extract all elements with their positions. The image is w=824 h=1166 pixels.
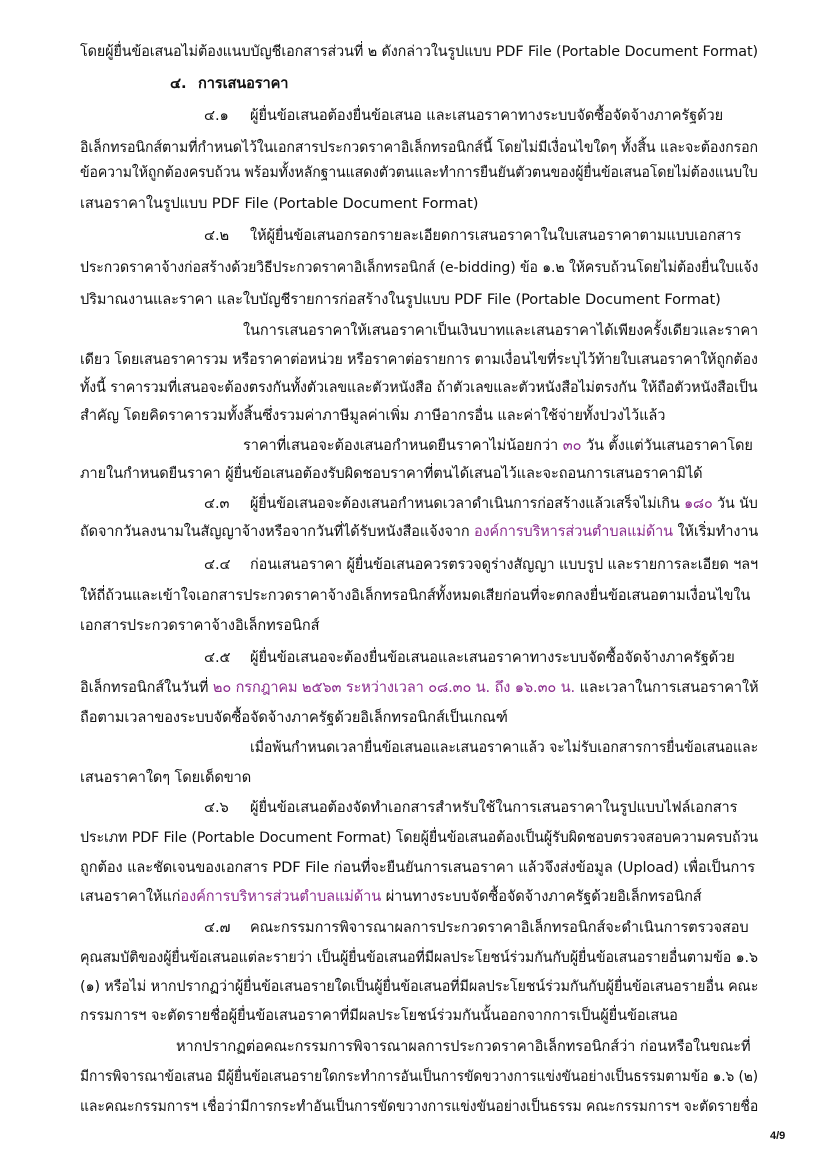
text-line: เสนอราคาใดๆ โดยเด็ดขาด bbox=[80, 769, 252, 786]
text-line: (๑) หรือไม่ หากปรากฏว่าผู้ยื่นข้อเสนอรายใดเป็นผู้ยื่นข้อเสนอที่มีผลประโยชน์ร่วมกันกับผู้ยื่นข้อเสนอรายอื่น คณะ bbox=[80, 978, 759, 995]
text-segment: เสนอราคาให้แก่ bbox=[80, 888, 181, 905]
text-line: ข้อความให้ถูกต้องครบถ้วน พร้อมทั้งหลักฐานแสดงตัวตนและทำการยืนยันตัวตนของผู้ยื่นข้อเสนอโดยไม่ต้องแนบใบ bbox=[80, 164, 758, 181]
text-segment: ถัดจากวันลงนามในสัญญาจ้างหรือจากวันที่ได้รับหนังสือแจ้งจาก bbox=[80, 523, 470, 540]
text-line: หากปรากฏต่อคณะกรรมการพิจารณาผลการประกวดราคาอิเล็กทรอนิกส์ว่า ก่อนหรือในขณะที่ bbox=[176, 1038, 751, 1055]
text-segment: ผ่านทางระบบจัดซื้อจัดจ้างภาครัฐด้วยอิเล็กทรอนิกส์ bbox=[385, 888, 702, 905]
text-line: เอกสารประกวดราคาจ้างอิเล็กทรอนิกส์ bbox=[80, 617, 320, 634]
clause-number: ๔.๑ bbox=[204, 107, 229, 124]
text-line: มีการพิจารณาข้อเสนอ มีผู้ยื่นข้อเสนอรายใดกระทำการอันเป็นการขัดขวางการแข่งขันอย่างเป็นธรรมตามข้อ ๑.๖ (๒) bbox=[80, 1068, 759, 1085]
text-line: ผู้ยื่นข้อเสนอต้องจัดทำเอกสารสำหรับใช้ในการเสนอราคาในรูปแบบไฟล์เอกสาร bbox=[250, 799, 738, 816]
organization-name: องค์การบริหารส่วนตำบลแม่ด้าน bbox=[474, 523, 673, 540]
text-line: ให้ผู้ยื่นข้อเสนอกรอกรายละเอียดการเสนอราคาในใบเสนอราคาตามแบบเอกสาร bbox=[250, 227, 742, 244]
text-line: ภายในกำหนดยืนราคา ผู้ยื่นข้อเสนอต้องรับผิดชอบราคาที่ตนได้เสนอไว้และจะถอนการเสนอราคามิได้ bbox=[80, 465, 703, 482]
text-line: ถูกต้อง และชัดเจนของเอกสาร PDF File ก่อนที่จะยืนยันการเสนอราคา แล้วจึงส่งข้อมูล (Upload) เพื่อเป็นการ bbox=[80, 859, 756, 876]
text-line bbox=[80, 678, 758, 698]
text-line bbox=[80, 522, 758, 542]
text-line: ทั้งนี้ ราคารวมที่เสนอจะต้องตรงกันทั้งตัวเลขและตัวหนังสือ ถ้าตัวเลขและตัวหนังสือไม่ตรงกัน ให้ถือตัวหนังสือเป็น bbox=[80, 379, 758, 396]
text-line: ในการเสนอราคาให้เสนอราคาเป็นเงินบาทและเสนอราคาได้เพียงครั้งเดียวและราคา bbox=[243, 322, 759, 339]
section-4-number: ๔. bbox=[170, 75, 187, 92]
text-segment: และเวลาในการเสนอราคาให้ bbox=[579, 679, 759, 696]
clause-number: ๔.๓ bbox=[204, 495, 230, 512]
text-line: ถือตามเวลาของระบบจัดซื้อจัดจ้างภาครัฐด้วยอิเล็กทรอนิกส์เป็นเกณฑ์ bbox=[80, 709, 508, 726]
text-segment: อิเล็กทรอนิกส์ในวันที่ bbox=[80, 679, 209, 696]
text-segment: วัน นับ bbox=[717, 495, 758, 512]
text-segment: ให้เริ่มทำงาน bbox=[677, 523, 759, 540]
text-line: คณะกรรมการพิจารณาผลการประกวดราคาอิเล็กทรอนิกส์จะดำเนินการตรวจสอบ bbox=[250, 919, 749, 936]
text-segment: ราคาที่เสนอจะต้องเสนอกำหนดยืนราคาไม่น้อยกว่า bbox=[243, 437, 559, 454]
text-line: ผู้ยื่นข้อเสนอต้องยื่นข้อเสนอ และเสนอราคาทางระบบจัดซื้อจัดจ้างภาครัฐด้วย bbox=[250, 107, 724, 124]
text-line bbox=[250, 494, 758, 514]
text-line: ผู้ยื่นข้อเสนอจะต้องยื่นข้อเสนอและเสนอราคาทางระบบจัดซื้อจัดจ้างภาครัฐด้วย bbox=[250, 649, 735, 666]
text-line: ประเภท PDF File (Portable Document Format) โดยผู้ยื่นข้อเสนอต้องเป็นผู้รับผิดชอบตรวจสอบความครบถ้วน bbox=[80, 829, 759, 846]
text-line: ให้ถี่ถ้วนและเข้าใจเอกสารประกวดราคาจ้างอิเล็กทรอนิกส์ทั้งหมดเสียก่อนที่จะตกลงยื่นข้อเสนอตามเงื่อนไขใน bbox=[80, 587, 751, 604]
text-line bbox=[243, 436, 753, 456]
clause-number: ๔.๖ bbox=[204, 799, 229, 816]
submission-date: ๒๐ กรกฎาคม ๒๕๖๓ bbox=[212, 679, 342, 696]
text-line bbox=[80, 887, 702, 907]
organization-name: องค์การบริหารส่วนตำบลแม่ด้าน bbox=[180, 888, 382, 905]
price-validity-days: ๓๐ bbox=[562, 437, 582, 454]
text-line: โดยผู้ยื่นข้อเสนอไม่ต้องแนบบัญชีเอกสารส่วนที่ ๒ ดังกล่าวในรูปแบบ PDF File (Portable Document Format) bbox=[80, 43, 759, 60]
page-number: 4/9 bbox=[770, 1130, 786, 1142]
text-line: ก่อนเสนอราคา ผู้ยื่นข้อเสนอควรตรวจดูร่างสัญญา แบบรูป และรายการละเอียด ฯลฯ bbox=[250, 556, 759, 573]
submission-time: ระหว่างเวลา ๐๘.๓๐ น. ถึง ๑๖.๓๐ น. bbox=[345, 679, 576, 696]
text-line: สำคัญ โดยคิดราคารวมทั้งสิ้นซึ่งรวมค่าภาษีมูลค่าเพิ่ม ภาษีอากรอื่น และค่าใช้จ่ายทั้งปวงไว้แล้ว bbox=[80, 407, 666, 424]
text-line: เมื่อพ้นกำหนดเวลายื่นข้อเสนอและเสนอราคาแล้ว จะไม่รับเอกสารการยื่นข้อเสนอและ bbox=[250, 739, 759, 756]
construction-days: ๑๘๐ bbox=[684, 495, 713, 512]
text-line: อิเล็กทรอนิกส์ตามที่กำหนดไว้ในเอกสารประกวดราคาอิเล็กทรอนิกส์นี้ โดยไม่มีเงื่อนไขใดๆ ทั้งสิ้น และจะต้องกรอก bbox=[80, 139, 759, 156]
clause-number: ๔.๗ bbox=[204, 919, 231, 936]
text-line: เดียว โดยเสนอราคารวม หรือราคาต่อหน่วย หรือราคาต่อรายการ ตามเงื่อนไขที่ระบุไว้ท้ายใบเสนอราคาให้ถูกต้อง bbox=[80, 351, 758, 368]
text-line: ประกวดราคาจ้างก่อสร้างด้วยวิธีประกวดราคาอิเล็กทรอนิกส์ (e-bidding) ข้อ ๑.๒ ให้ครบถ้วนโดยไม่ต้องยื่นใบแจ้ง bbox=[80, 259, 759, 276]
clause-number: ๔.๔ bbox=[204, 556, 231, 573]
text-segment: วัน ตั้งแต่วันเสนอราคาโดย bbox=[585, 437, 753, 454]
clause-number: ๔.๒ bbox=[204, 227, 230, 244]
text-line: เสนอราคาในรูปแบบ PDF File (Portable Document Format) bbox=[80, 195, 479, 212]
clause-number: ๔.๕ bbox=[204, 649, 231, 666]
text-segment: ผู้ยื่นข้อเสนอจะต้องเสนอกำหนดเวลาดำเนินการก่อสร้างแล้วเสร็จไม่เกิน bbox=[250, 495, 680, 512]
text-line: ปริมาณงานและราคา และใบบัญชีรายการก่อสร้างในรูปแบบ PDF File (Portable Document Format) bbox=[80, 291, 721, 308]
text-line: คุณสมบัติของผู้ยื่นข้อเสนอแต่ละรายว่า เป็นผู้ยื่นข้อเสนอที่มีผลประโยชน์ร่วมกันกับผู้ยื่นข้อเสนอรายอื่นตามข้อ ๑.๖ bbox=[80, 949, 758, 966]
text-line: กรรมการฯ จะตัดรายชื่อผู้ยื่นข้อเสนอราคาที่มีผลประโยชน์ร่วมกันนั้นออกจากการเป็นผู้ยื่นข้อเสนอ bbox=[80, 1007, 678, 1024]
text-line: และคณะกรรมการฯ เชื่อว่ามีการกระทำอันเป็นการขัดขวางการแข่งขันอย่างเป็นธรรม คณะกรรมการฯ จะตัดรายชื่อ bbox=[80, 1098, 759, 1115]
section-4-title: การเสนอราคา bbox=[198, 75, 289, 92]
